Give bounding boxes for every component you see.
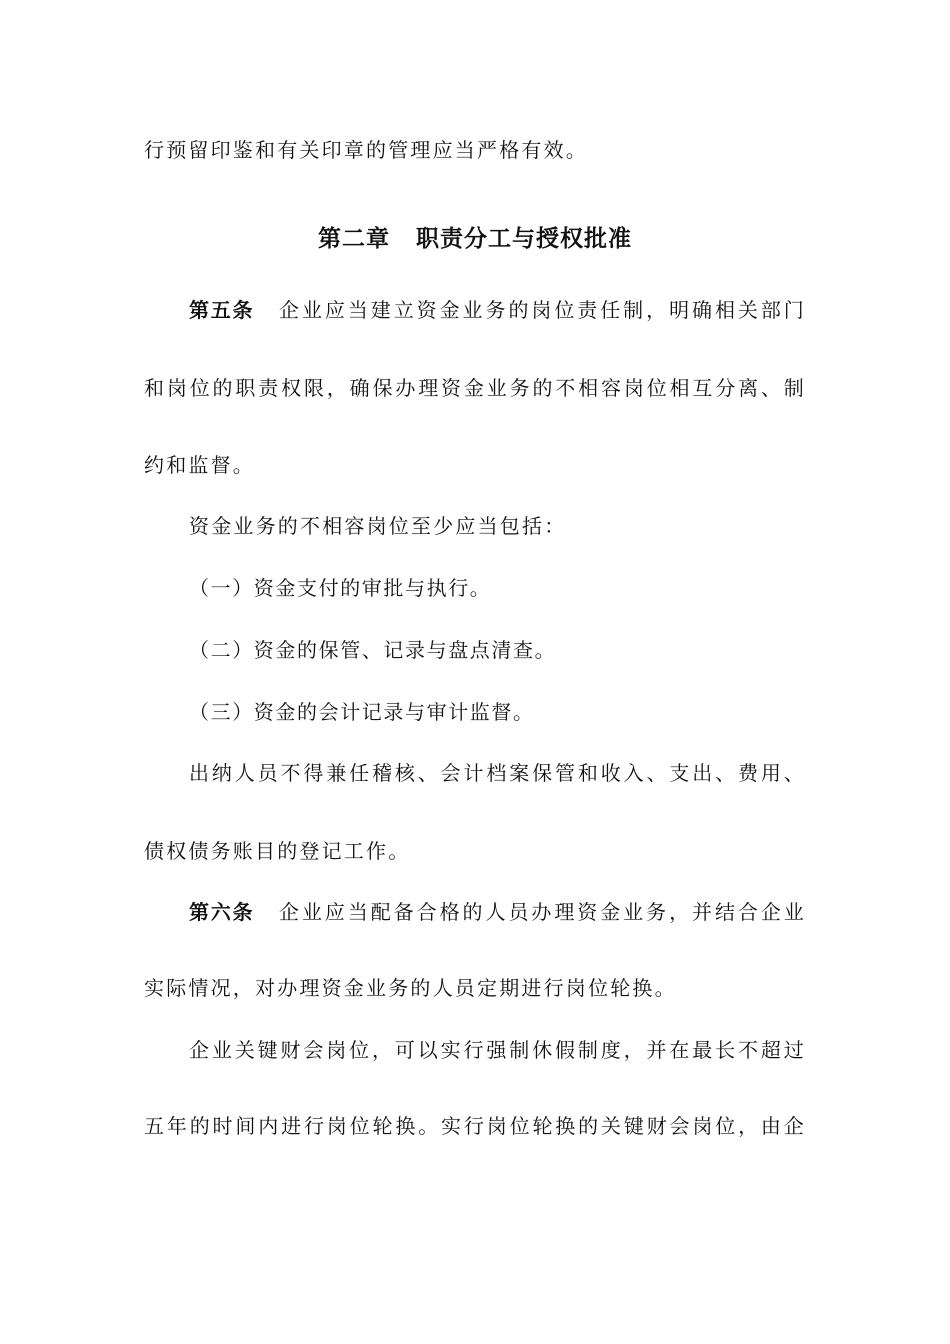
paragraph-line <box>144 837 806 865</box>
paragraph-line <box>144 374 806 402</box>
article-label: 第五条 <box>189 298 255 322</box>
chapter-title: 职责分工与授权批准 <box>416 226 632 252</box>
text-span: （二）资金的保管、记录与盘点清查。 <box>189 638 557 662</box>
text-span: 债权债务账目的登记工作。 <box>144 839 411 863</box>
paragraph-line <box>189 1036 806 1064</box>
text-span: 约和监督。 <box>144 453 255 477</box>
text-span: 企业关键财会岗位，可以实行强制休假制度，并在最长不超过 <box>189 1038 806 1062</box>
chapter-heading <box>0 224 950 254</box>
text-span: 实际情况，对办理资金业务的人员定期进行岗位轮换。 <box>144 976 677 1000</box>
text-span: 企业应当配备合格的人员办理资金业务，并结合企业 <box>278 900 807 924</box>
list-item <box>189 636 806 664</box>
text-span: 资金业务的不相容岗位至少应当包括： <box>189 514 567 538</box>
text-span: （一）资金支付的审批与执行。 <box>189 576 492 600</box>
text-span: 出纳人员不得兼任稽核、会计档案保管和收入、支出、费用、 <box>189 761 806 785</box>
text-span: 和岗位的职责权限，确保办理资金业务的不相容岗位相互分离、制 <box>144 376 806 400</box>
article-6-line <box>189 898 806 926</box>
article-label: 第六条 <box>189 900 255 924</box>
list-item <box>189 574 806 602</box>
text-span: 企业应当建立资金业务的岗位责任制，明确相关部门 <box>278 298 807 322</box>
text-span: （三）资金的会计记录与审计监督。 <box>189 700 535 724</box>
paragraph-line <box>144 1112 806 1140</box>
paragraph-line <box>189 759 806 787</box>
paragraph-line <box>144 451 806 479</box>
text-span: 行预留印鉴和有关印章的管理应当严格有效。 <box>144 138 588 162</box>
list-item <box>189 698 806 726</box>
paragraph-line <box>144 136 806 164</box>
article-5-line <box>189 296 806 324</box>
text-span: 五年的时间内进行岗位轮换。实行岗位轮换的关键财会岗位，由企 <box>144 1114 806 1138</box>
paragraph-line <box>144 974 806 1002</box>
paragraph-line <box>189 512 806 540</box>
chapter-number: 第二章 <box>318 226 390 252</box>
